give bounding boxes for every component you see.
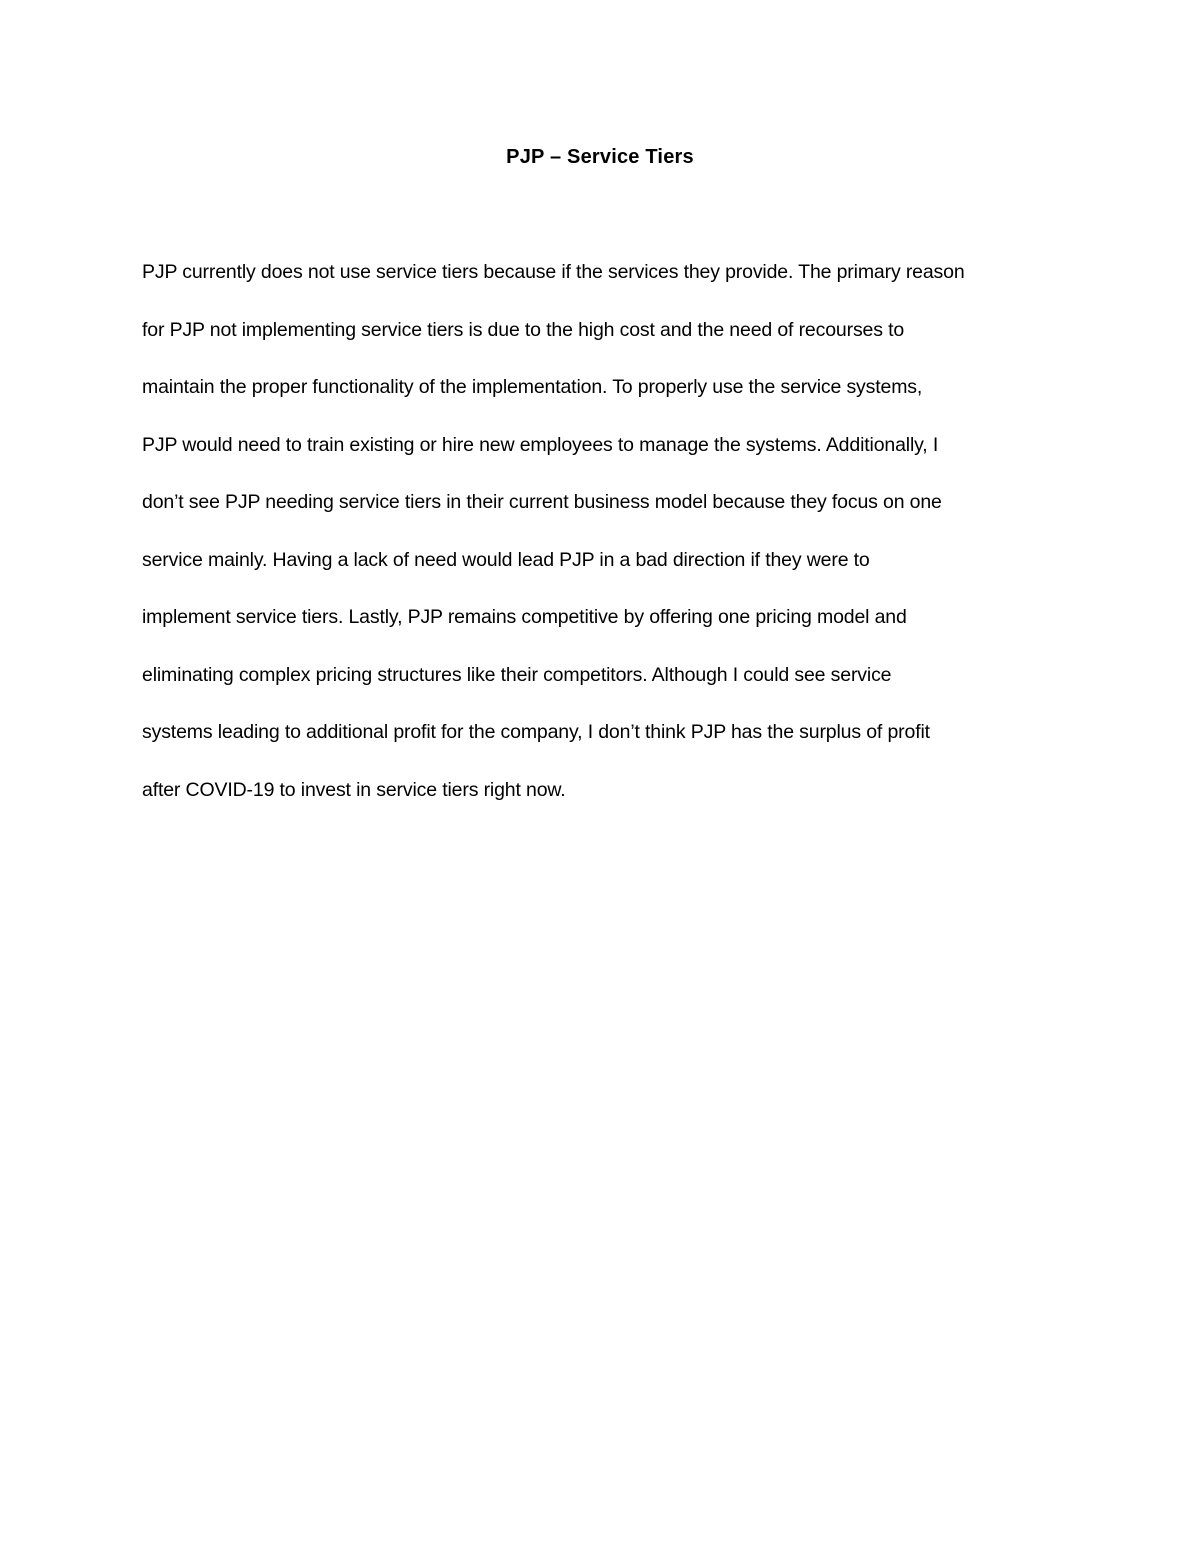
- body-line: maintain the proper functionality of the implementation. To properly use the service systems,: [142, 376, 923, 398]
- body-line: implement service tiers. Lastly, PJP remains competitive by offering one pricing model and: [142, 606, 907, 628]
- body-line: after COVID-19 to invest in service tiers right now.: [142, 778, 566, 801]
- document-title: PJP – Service Tiers: [506, 146, 694, 168]
- body-line: service mainly. Having a lack of need would lead PJP in a bad direction if they were to: [142, 548, 870, 571]
- body-line: PJP would need to train existing or hire new employees to manage the systems. Additionally, I: [142, 433, 939, 456]
- body-line: for PJP not implementing service tiers is due to the high cost and the need of recourses to: [142, 318, 905, 341]
- body-line: PJP currently does not use service tiers because if the services they provide. The primary reason: [142, 261, 965, 283]
- body-line: don’t see PJP needing service tiers in their current business model because they focus on one: [142, 491, 942, 513]
- document-body: [142, 257, 1082, 832]
- body-line: eliminating complex pricing structures like their competitors. Although I could see service: [142, 663, 892, 686]
- body-line: systems leading to additional profit for the company, I don’t think PJP has the surplus of profit: [142, 721, 930, 743]
